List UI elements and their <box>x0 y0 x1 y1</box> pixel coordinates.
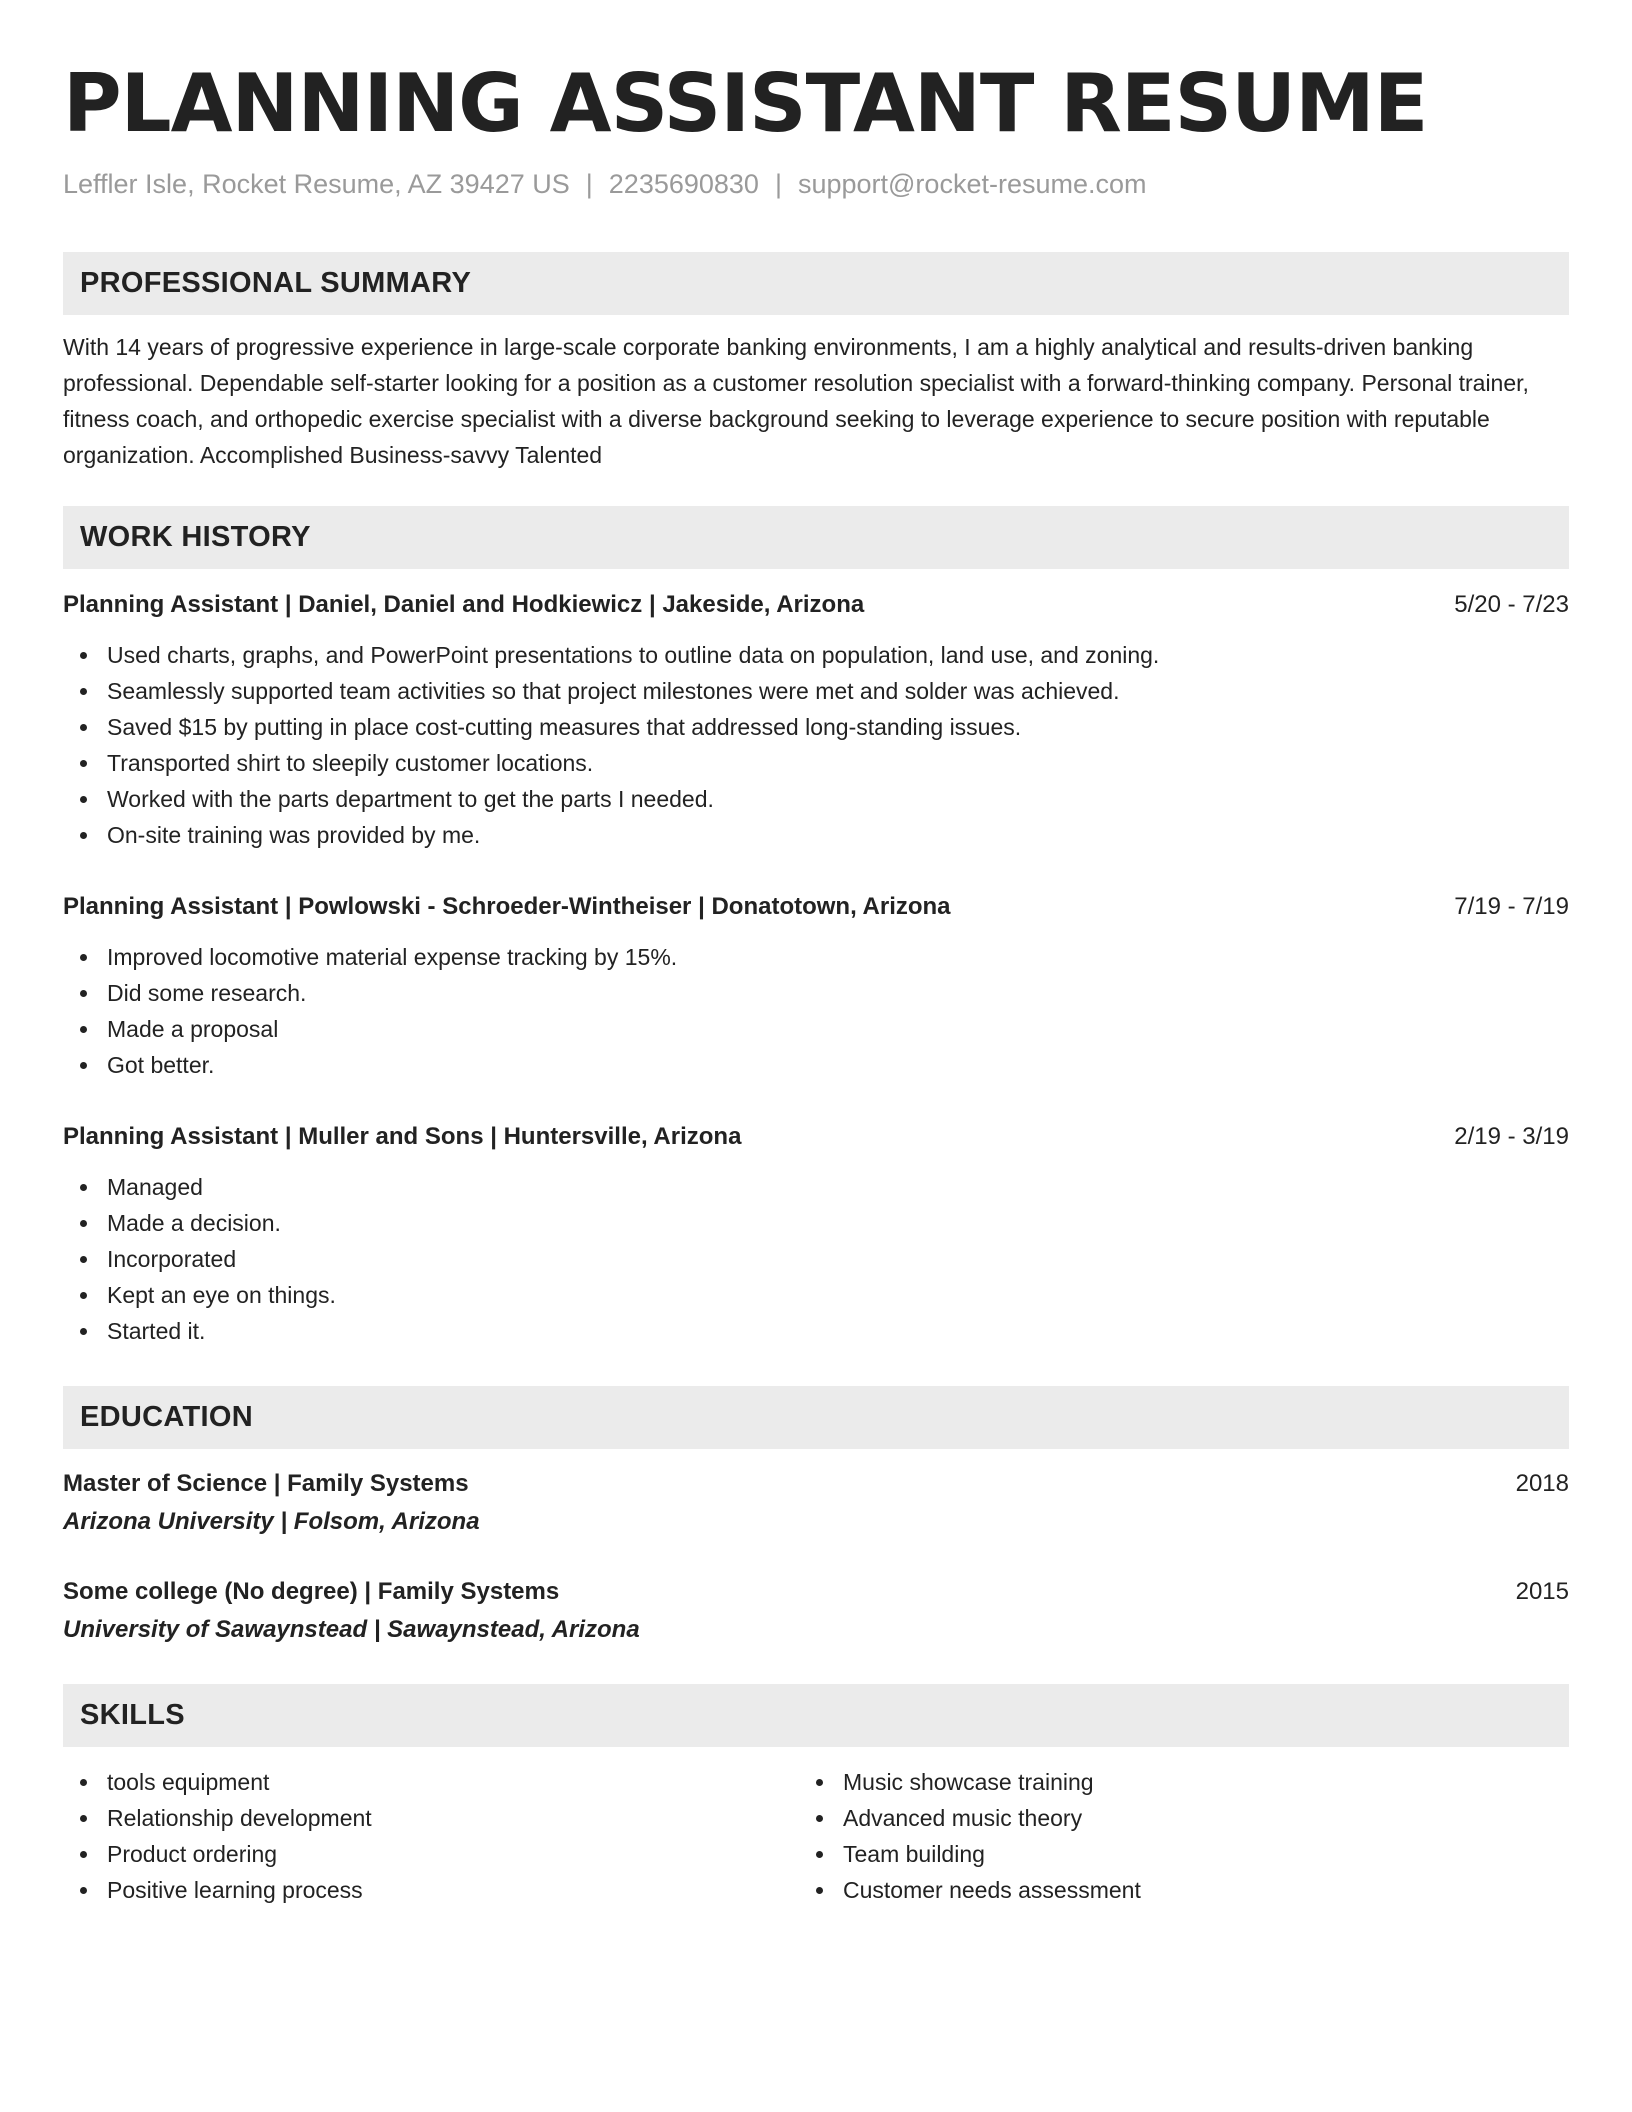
bullet-icon <box>816 1815 823 1822</box>
education-school: University of Sawaynstead | Sawaynstead, Arizona <box>63 1616 640 1643</box>
bullet-icon <box>80 954 87 961</box>
bullet-icon <box>816 1887 823 1894</box>
list-item: Product ordering <box>63 1836 799 1872</box>
contact-address: Leffler Isle, Rocket Resume, AZ 39427 US <box>63 169 570 199</box>
bullet-icon <box>80 1328 87 1335</box>
list-item: Saved $15 by putting in place cost-cutting measures that addressed long-standing issues. <box>63 709 1569 745</box>
bullet-icon <box>80 760 87 767</box>
list-item: Music showcase training <box>799 1764 1535 1800</box>
education-degree: Some college (No degree) | Family Systems <box>63 1578 560 1605</box>
education-entry <box>63 1466 1569 1540</box>
bullet-icon <box>80 1062 87 1069</box>
skills-list <box>63 1764 799 1908</box>
resume-title: PLANNING ASSISTANT RESUME <box>63 57 1428 150</box>
job-title: Planning Assistant | Powlowski - Schroeder-Wintheiser | Donatotown, Arizona <box>63 893 951 920</box>
bullet-icon <box>80 688 87 695</box>
job-bullet-list <box>63 1169 1569 1349</box>
list-item: Got better. <box>63 1047 1569 1083</box>
job-bullet-list <box>63 939 1569 1083</box>
list-item: Made a decision. <box>63 1205 1569 1241</box>
list-item: Worked with the parts department to get the parts I needed. <box>63 781 1569 817</box>
contact-phone: 2235690830 <box>608 169 759 199</box>
contact-separator: | <box>774 169 782 199</box>
contact-email: support@rocket-resume.com <box>797 169 1147 199</box>
list-item: Team building <box>799 1836 1535 1872</box>
list-item: Positive learning process <box>63 1872 799 1908</box>
education-degree: Master of Science | Family Systems <box>63 1470 469 1497</box>
bullet-icon <box>80 1815 87 1822</box>
list-item: Advanced music theory <box>799 1800 1535 1836</box>
list-item: Customer needs assessment <box>799 1872 1535 1908</box>
contact-separator: | <box>585 169 593 199</box>
job-dates: 5/20 - 7/23 <box>1454 591 1569 618</box>
bullet-icon <box>80 1887 87 1894</box>
job-entry <box>63 587 1569 853</box>
list-item: Managed <box>63 1169 1569 1205</box>
list-item: On-site training was provided by me. <box>63 817 1569 853</box>
list-item: Did some research. <box>63 975 1569 1011</box>
bullet-icon <box>80 1026 87 1033</box>
bullet-icon <box>80 796 87 803</box>
summary-text: With 14 years of progressive experience in large-scale corporate banking environments, I am a highly analytical and results-driven banking professional. Dependable self-starter looking for a position as a customer resolution specialist with a forward-thinking company. Personal trainer, fitness coach, and orthopedic exercise specialist with a diverse background seeking to leverage experience to secure position with reputable organization. Accomplished Business-savvy Talented <box>63 334 1529 468</box>
bullet-icon <box>80 652 87 659</box>
job-entry <box>63 1119 1569 1349</box>
education-entry <box>63 1574 1569 1648</box>
bullet-icon <box>80 1220 87 1227</box>
section-header-summary: PROFESSIONAL SUMMARY <box>63 252 1569 315</box>
skills-column-left <box>63 1764 799 1908</box>
list-item: Transported shirt to sleepily customer locations. <box>63 745 1569 781</box>
bullet-icon <box>80 1292 87 1299</box>
job-title: Planning Assistant | Muller and Sons | Huntersville, Arizona <box>63 1123 742 1150</box>
skills-columns <box>63 1764 1569 1908</box>
job-title: Planning Assistant | Daniel, Daniel and Hodkiewicz | Jakeside, Arizona <box>63 591 865 618</box>
job-dates: 7/19 - 7/19 <box>1454 893 1569 920</box>
list-item: Made a proposal <box>63 1011 1569 1047</box>
list-item: Used charts, graphs, and PowerPoint presentations to outline data on population, land use, and zoning. <box>63 637 1569 673</box>
education-year: 2015 <box>1515 1578 1569 1605</box>
section-header-education: EDUCATION <box>63 1386 1569 1449</box>
bullet-icon <box>80 990 87 997</box>
bullet-icon <box>80 1256 87 1263</box>
list-item: Incorporated <box>63 1241 1569 1277</box>
bullet-icon <box>80 1779 87 1786</box>
contact-line <box>63 166 1569 202</box>
list-item: Seamlessly supported team activities so that project milestones were met and solder was achieved. <box>63 673 1569 709</box>
job-dates: 2/19 - 3/19 <box>1454 1123 1569 1150</box>
bullet-icon <box>80 832 87 839</box>
bullet-icon <box>80 1851 87 1858</box>
bullet-icon <box>80 724 87 731</box>
bullet-icon <box>816 1779 823 1786</box>
skills-column-right <box>799 1764 1535 1908</box>
list-item: Improved locomotive material expense tracking by 15%. <box>63 939 1569 975</box>
job-entry <box>63 889 1569 1083</box>
section-header-skills: SKILLS <box>63 1684 1569 1747</box>
education-year: 2018 <box>1515 1470 1569 1497</box>
bullet-icon <box>80 1184 87 1191</box>
list-item: Kept an eye on things. <box>63 1277 1569 1313</box>
section-header-work-history: WORK HISTORY <box>63 506 1569 569</box>
list-item: Started it. <box>63 1313 1569 1349</box>
list-item: tools equipment <box>63 1764 799 1800</box>
education-school: Arizona University | Folsom, Arizona <box>63 1508 480 1535</box>
job-bullet-list <box>63 637 1569 853</box>
skills-list <box>799 1764 1535 1908</box>
bullet-icon <box>816 1851 823 1858</box>
list-item: Relationship development <box>63 1800 799 1836</box>
